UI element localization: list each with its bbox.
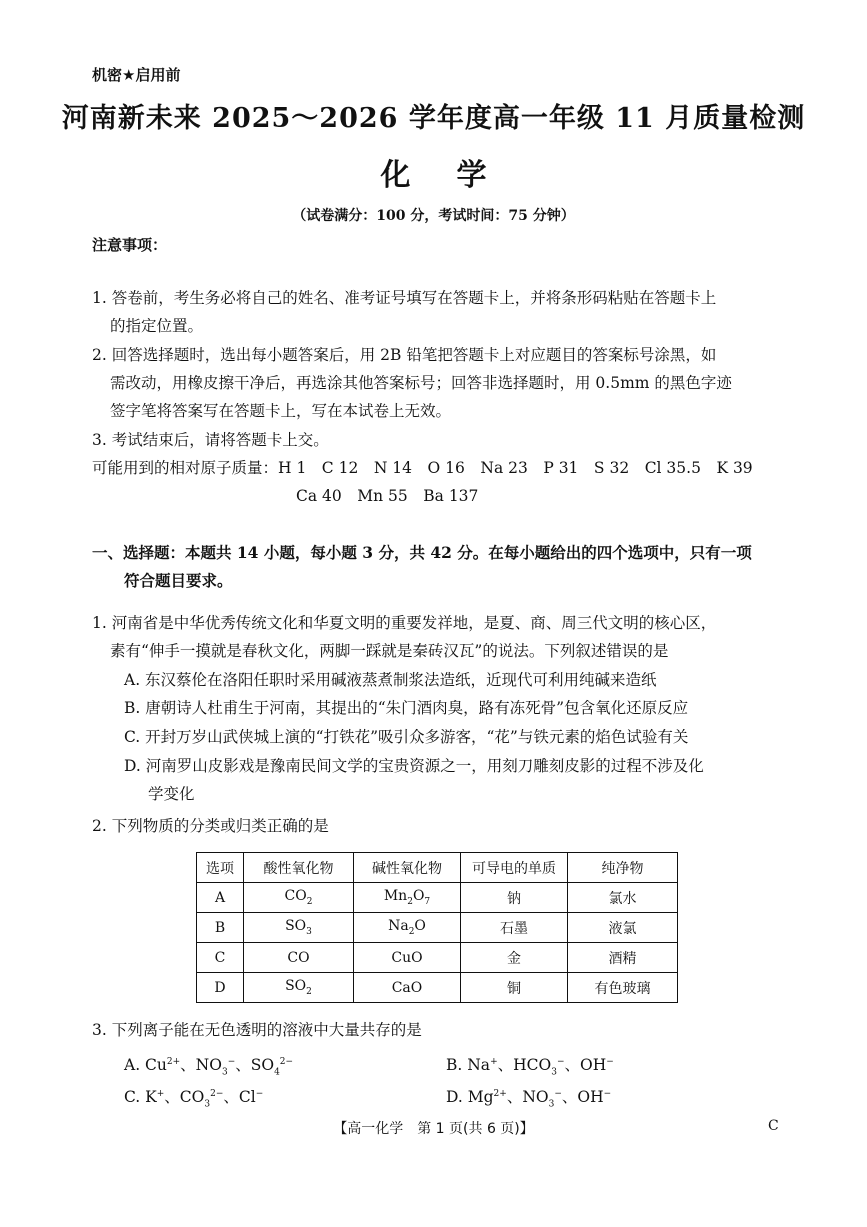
table-row xyxy=(197,973,678,1003)
header-conductive-element: 可导电的单质 xyxy=(461,853,568,883)
cell-option: B xyxy=(197,913,244,943)
cell-conductive-element: 铜 xyxy=(461,973,568,1003)
header-pure-substance: 纯净物 xyxy=(568,853,678,883)
q3-option-c: C. K+、$CO_3^{2-}$、Cl− xyxy=(124,1088,264,1110)
cell-basic-oxide: $Mn_2O_7$ xyxy=(354,883,461,913)
q1-option-b: B. 唐朝诗人杜甫生于河南，其提出的“朱门酒肉臭，路有冻死骨”包含氧化还原反应 xyxy=(124,699,689,717)
q1-option-d-line-2: 学变化 xyxy=(148,785,195,803)
notes-heading: 注意事项： xyxy=(92,236,168,254)
q2-classification-table xyxy=(196,852,678,1003)
q3-option-b: B. Na+、$HCO_3^-$、OH− xyxy=(446,1056,614,1078)
page-footer: 【高一化学 第 1 页(共 6 页)】 xyxy=(333,1121,534,1137)
atomic-mass-line-2: Ca 40 Mn 55 Ba 137 xyxy=(296,487,479,505)
cell-acidic-oxide: $SO_2$ xyxy=(244,973,354,1003)
cell-pure-substance: 有色玻璃 xyxy=(568,973,678,1003)
header-basic-oxide: 碱性氧化物 xyxy=(354,853,461,883)
q1-option-d-line-1: D. 河南罗山皮影戏是豫南民间文学的宝贵资源之一，用刻刀雕刻皮影的过程不涉及化 xyxy=(124,757,704,775)
note-2-line-1: 2. 回答选择题时，选出每小题答案后，用 2B 铅笔把答题卡上对应题目的答案标号涂黑，如 xyxy=(92,346,717,364)
cell-option: C xyxy=(197,943,244,973)
header-acidic-oxide: 酸性氧化物 xyxy=(244,853,354,883)
q1-stem-line-1: 1. 河南省是中华优秀传统文化和华夏文明的重要发祥地，是夏、商、周三代文明的核心区， xyxy=(92,614,717,632)
q3-stem: 3. 下列离子能在无色透明的溶液中大量共存的是 xyxy=(92,1021,422,1039)
cell-conductive-element: 钠 xyxy=(461,883,568,913)
section-1-heading-line-1: 一、选择题：本题共 14 小题，每小题 3 分，共 42 分。在每小题给出的四个选项中，只有一项 xyxy=(92,543,752,562)
cell-acidic-oxide: $SO_3$ xyxy=(244,913,354,943)
section-1-heading-line-2: 符合题目要求。 xyxy=(124,571,233,590)
q1-stem-line-2: 素有“伸手一摸就是春秋文化，两脚一踩就是秦砖汉瓦”的说法。下列叙述错误的是 xyxy=(110,642,669,660)
note-1-line-1: 1. 答卷前，考生务必将自己的姓名、准考证号填写在答题卡上，并将条形码粘贴在答题卡上 xyxy=(92,289,717,307)
cell-pure-substance: 氯水 xyxy=(568,883,678,913)
q3-option-d: D. $Mg^{2+}$、$NO_3^-$、OH− xyxy=(446,1088,612,1110)
header-option: 选项 xyxy=(197,853,244,883)
table-header-row xyxy=(197,853,678,883)
paper-version-letter: C xyxy=(768,1118,779,1134)
cell-basic-oxide: CuO xyxy=(354,943,461,973)
cell-option: A xyxy=(197,883,244,913)
cell-option: D xyxy=(197,973,244,1003)
table-row xyxy=(197,913,678,943)
q1-option-c: C. 开封万岁山武侠城上演的“打铁花”吸引众多游客，“花”与铁元素的焰色试验有关 xyxy=(124,728,689,746)
confidential-mark: 机密★启用前 xyxy=(92,66,181,84)
note-3: 3. 考试结束后，请将答题卡上交。 xyxy=(92,431,329,449)
cell-pure-substance: 酒精 xyxy=(568,943,678,973)
cell-pure-substance: 液氯 xyxy=(568,913,678,943)
cell-basic-oxide: CaO xyxy=(354,973,461,1003)
q1-option-a: A. 东汉蔡伦在洛阳任职时采用碱液蒸煮制浆法造纸，近现代可利用纯碱来造纸 xyxy=(124,671,657,689)
note-2-line-2: 需改动，用橡皮擦干净后，再选涂其他答案标号；回答非选择题时，用 0.5mm 的黑色字迹 xyxy=(110,374,732,392)
cell-acidic-oxide: CO xyxy=(244,943,354,973)
atomic-mass-line-1: 可能用到的相对原子质量：H 1 C 12 N 14 O 16 Na 23 P 31 S 32 Cl 35.5 K 39 xyxy=(92,459,753,477)
subject-title: 化学 xyxy=(380,158,533,193)
q3-option-a: A. $Cu^{2+}$、$NO_3^-$、$SO_4^{2-}$ xyxy=(124,1056,294,1078)
table-row xyxy=(197,883,678,913)
cell-conductive-element: 石墨 xyxy=(461,913,568,943)
note-2-line-3: 签字笔将答案写在答题卡上，写在本试卷上无效。 xyxy=(110,402,452,420)
note-1-line-2: 的指定位置。 xyxy=(110,317,204,335)
table-row xyxy=(197,943,678,973)
exam-title: 河南新未来 2025～2026 学年度高一年级 11 月质量检测 xyxy=(61,103,806,134)
cell-acidic-oxide: $CO_2$ xyxy=(244,883,354,913)
score-info: （试卷满分：100 分，考试时间：75 分钟） xyxy=(292,208,575,224)
cell-conductive-element: 金 xyxy=(461,943,568,973)
q2-stem: 2. 下列物质的分类或归类正确的是 xyxy=(92,817,329,835)
cell-basic-oxide: $Na_2O$ xyxy=(354,913,461,943)
